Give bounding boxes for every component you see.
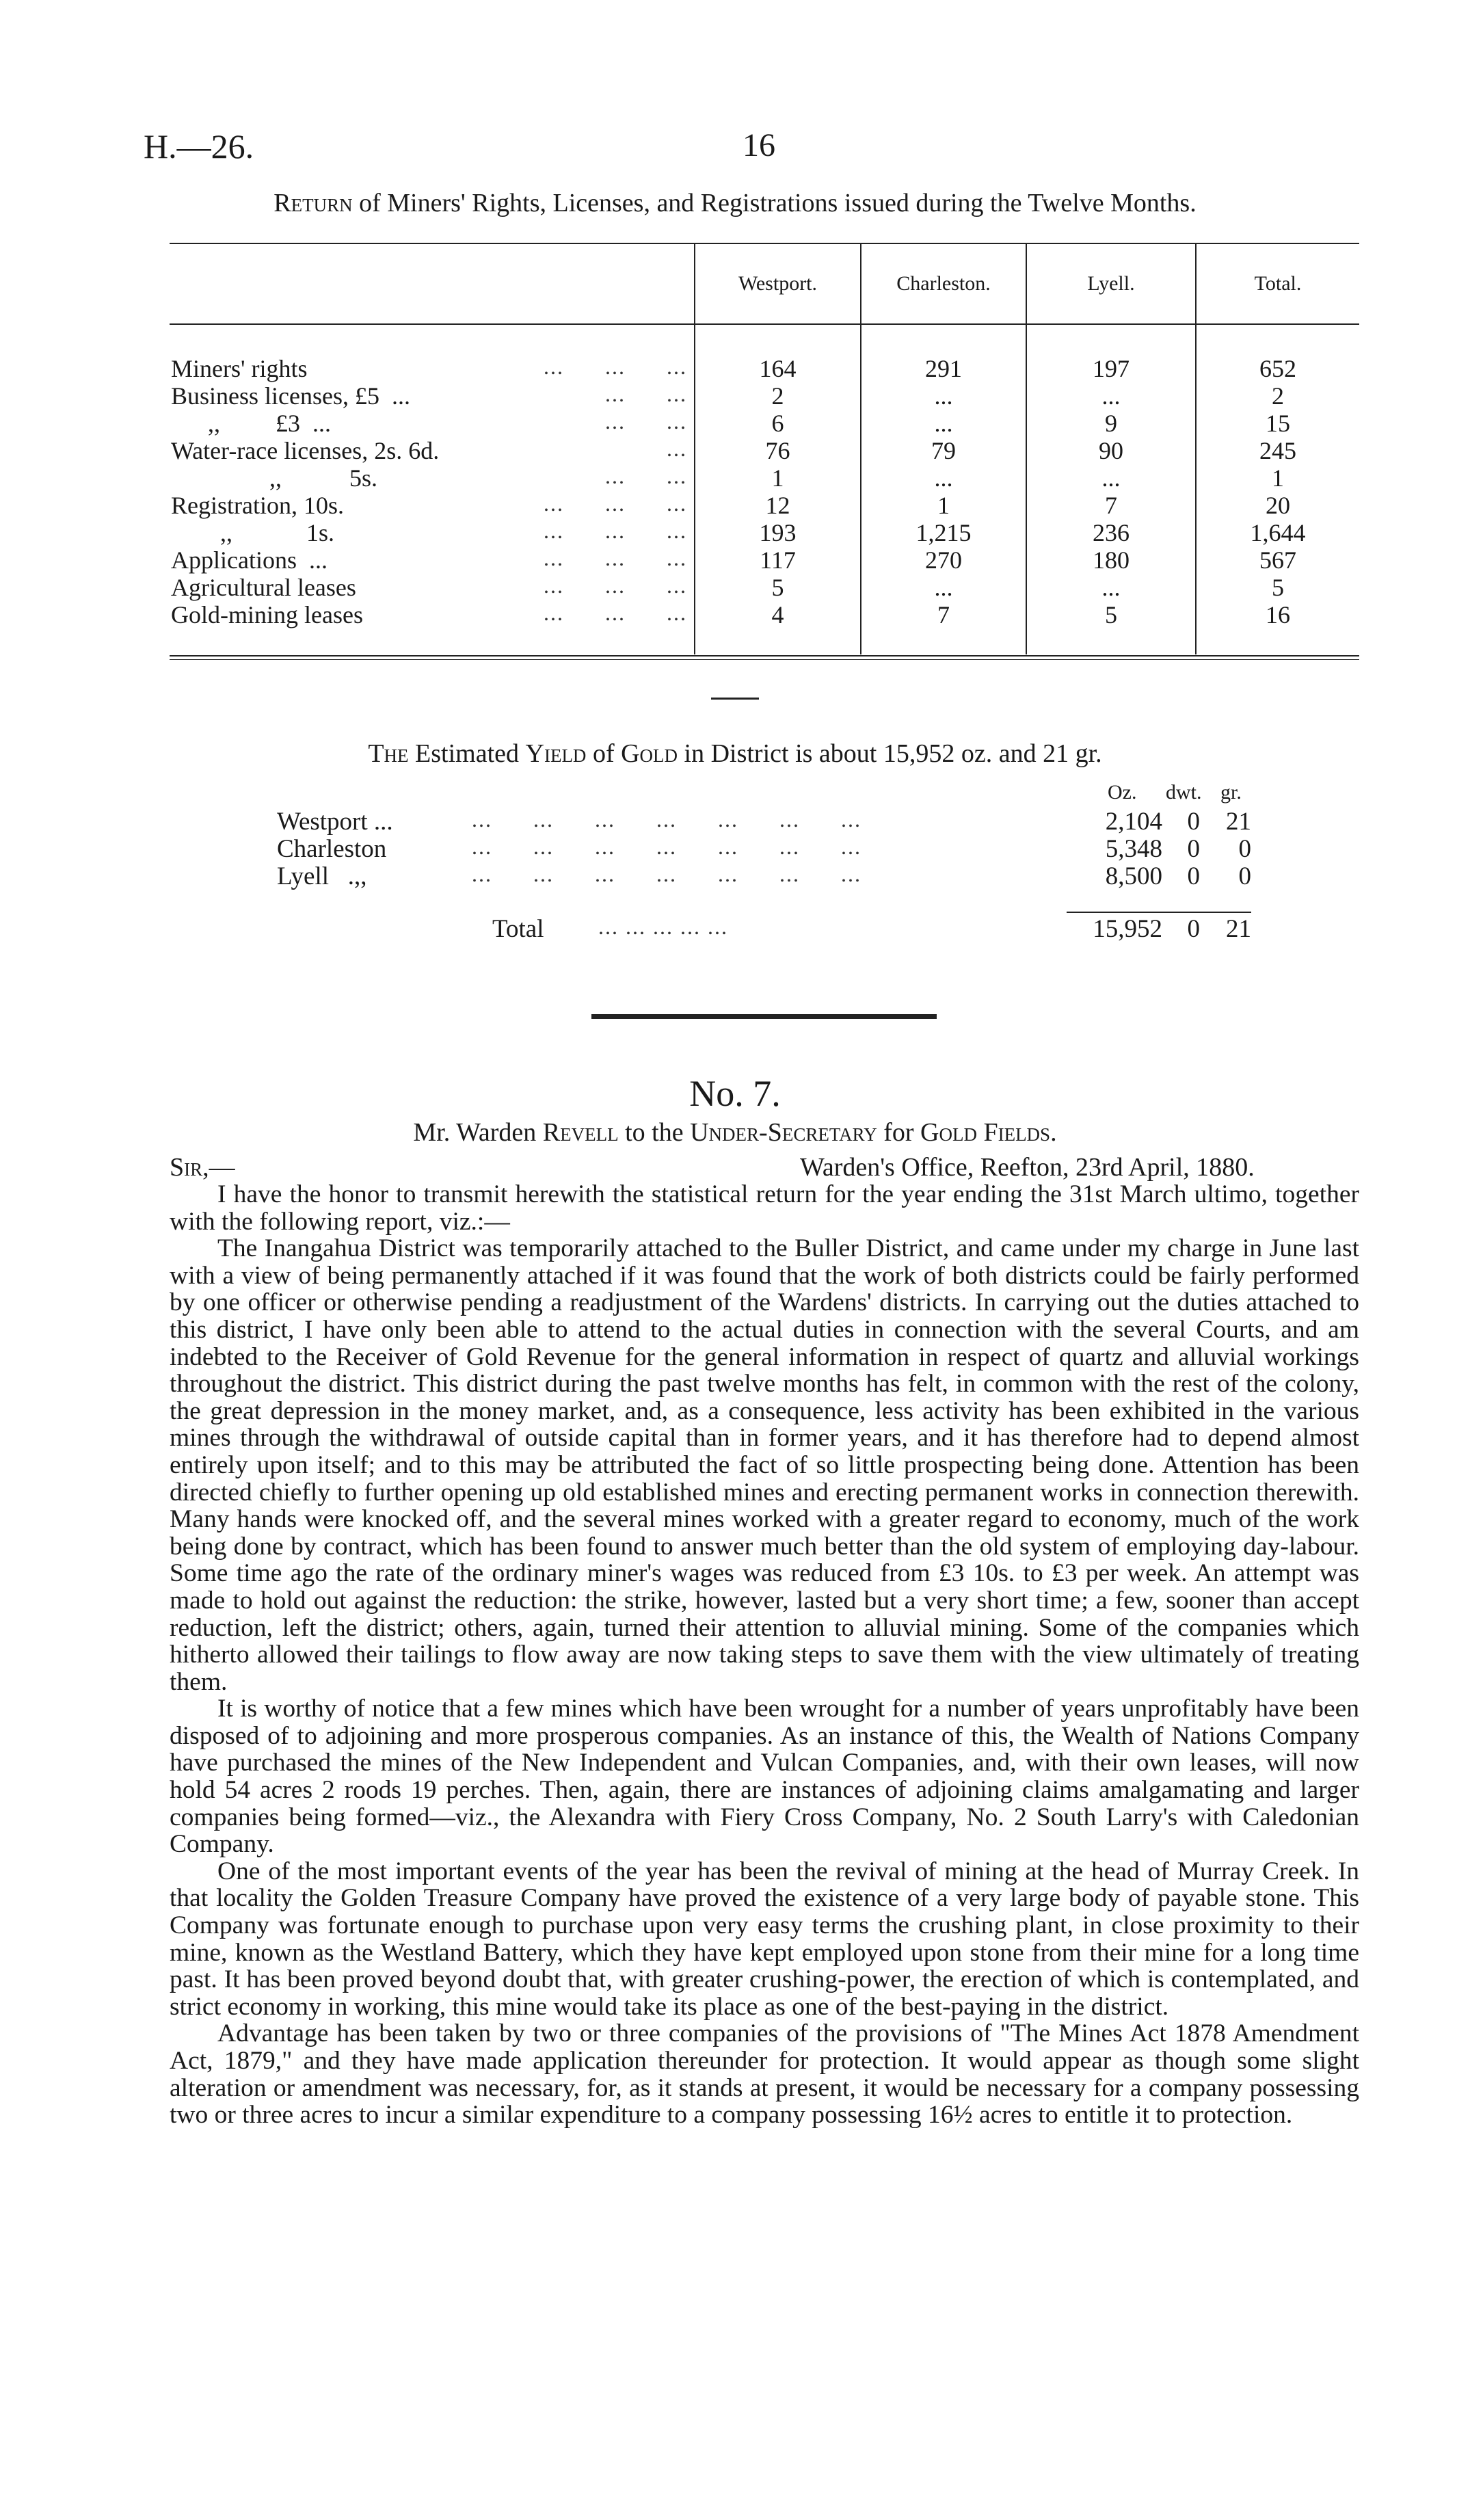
paragraph: The Inangahua District was temporarily attached to the Buller District, and came under my charge in June last with a view of being permanently attached if it was found that the work of both districts could be fairly performed by one officer or otherwise pending a readjustment of the Wardens' districts. In carrying out the duties attached to this district, I have only been able to attend to the actual duties in connection with the several Courts, and am indebted to the Receiver of Gold Revenue for the general information in respect of quartz and alluvial workings throughout the district. This district during the past twelve months has felt, in common with the rest of the colony, the great depression in the money market, and, as a consequence, less activity has been exhibited in the various mines through the withdrawal of outside capital than in former years, and it has therefore had to depend almost entirely upon itself; and to this may be attributed the fact of so little prospecting being done. Attention has been directed chiefly to further opening up old established mines and erecting permanent works in connection therewith. Many hands were knocked off, and the several mines worked with a greater regard to economy, much of the work being done by contract, which has been found to answer much better than the old system of employing day-labour. Some time ago the rate of the ordinary miner's wages was reduced from £3 10s. to £3 per week. An attempt was made to hold out against the reduction: the strike, however, lasted but a very short time; a few, sooner than accept reduction, left the district; others, again, turned their attention to alluvial mining. Some of the companies which hitherto allowed their tailings to flow away are now taking steps to save them with the view ultimately of treating them.: [170, 1234, 1359, 1696]
section-divider-short: [711, 698, 759, 700]
table-cell: 79: [931, 437, 956, 464]
returns-title-lead: Return: [273, 189, 353, 217]
table-header-rule: [170, 323, 1359, 325]
yield-title-part: Yield: [525, 739, 587, 768]
table-cell: ...: [934, 464, 953, 492]
paragraph: It is worthy of notice that a few mines which have been wrought for a number of years unprofitably have been disposed of to adjoining and more prosperous companies. As an instance of this, the Wealth of Nations Company have purchased the mines of the New Independent and Vulcan Companies, and, with their own leases, will now hold 54 acres 2 roods 19 perches. Then, again, there are instances of adjoining claims amalgamating and larger companies being formed—viz., the Alexandra with Fiery Cross Company, No. 2 South Larry's with Caledonian Company.: [170, 1695, 1359, 1859]
subtitle-part: for: [877, 1118, 921, 1147]
table-cell: 6: [771, 410, 784, 437]
table-cell: 7: [937, 601, 950, 628]
leader-dots: ... ...: [605, 464, 687, 488]
subtitle-part: Revell: [542, 1118, 619, 1147]
table-cell: ...: [934, 410, 953, 437]
letter-subtitle: [0, 1117, 1470, 1148]
letter-body: [170, 1181, 1359, 2129]
yield-gr: 0: [1238, 862, 1251, 890]
table-cell: 1: [771, 464, 784, 492]
table-cell: 236: [1093, 519, 1130, 546]
subtitle-part: Mr. Warden: [413, 1118, 543, 1147]
yield-oz: 5,348: [1105, 835, 1162, 863]
yield-oz: 8,500: [1105, 862, 1162, 890]
table-cell: 193: [759, 519, 797, 546]
table-cell: ...: [934, 574, 953, 601]
table-cell: 90: [1099, 437, 1123, 464]
table-cell: 2: [1272, 382, 1284, 410]
table-row-label: Business licenses, £5 ...: [171, 382, 410, 410]
yield-dwt: 0: [1187, 862, 1200, 890]
paragraph: I have the honor to transmit herewith the statistical return for the year ending the 31st March ultimo, together with the following report, viz.:—: [170, 1180, 1359, 1236]
letter-number: No. 7.: [689, 1073, 781, 1114]
yield-gr: 0: [1238, 835, 1251, 863]
column-header-westport: Westport.: [738, 272, 818, 295]
table-cell: 76: [765, 437, 790, 464]
table-cell: ...: [934, 382, 953, 410]
table-cell: ...: [1101, 574, 1121, 601]
table-row-label: Water-race licenses, 2s. 6d.: [171, 437, 440, 464]
table-cell: 180: [1093, 546, 1130, 574]
table-row-label: Registration, 10s.: [171, 492, 344, 519]
table-cell: 245: [1259, 437, 1296, 464]
table-cell: 197: [1093, 355, 1130, 382]
leader-dots: ... ... ...: [544, 518, 687, 543]
yield-total-dwt: 0: [1187, 915, 1200, 943]
table-cell: 1,644: [1250, 519, 1306, 546]
column-header-charleston: Charleston.: [896, 272, 991, 295]
dateline: Warden's Office, Reefton, 23rd April, 1880.: [800, 1153, 1255, 1182]
yield-row-label: Westport ...: [277, 808, 393, 836]
table-cell: 652: [1259, 355, 1296, 382]
table-row-label: ,, 5s.: [171, 464, 378, 492]
yield-gr: 21: [1226, 808, 1251, 836]
yield-title-part: Gold: [621, 739, 678, 768]
yield-title: [0, 739, 1470, 769]
leader-dots: ... ... ...: [544, 546, 687, 570]
table-cell: ...: [1101, 382, 1121, 410]
leader-dots: ... ... ... ... ... ... ...: [472, 807, 861, 832]
table-row-label: Agricultural leases: [171, 574, 356, 601]
table-cell: 9: [1105, 410, 1117, 437]
leader-dots: ... ... ... ... ... ... ...: [472, 862, 861, 886]
leader-dots: ... ... ... ... ... ... ...: [472, 834, 861, 859]
table-row-label: Gold-mining leases: [171, 601, 363, 628]
table-cell: 164: [759, 355, 797, 382]
table-row-label: ,, £3 ...: [171, 410, 331, 437]
table-cell: 5: [1272, 574, 1284, 601]
table-cell: 20: [1266, 492, 1290, 519]
yield-row-label: Lyell .,,: [277, 862, 367, 890]
table-cell: 15: [1266, 410, 1290, 437]
yield-title-part: Estimated: [408, 739, 526, 768]
yield-total-gr: 21: [1226, 915, 1251, 943]
yield-dwt: 0: [1187, 835, 1200, 863]
page-number: 16: [743, 127, 775, 163]
table-cell: 567: [1259, 546, 1296, 574]
returns-table-title: [0, 188, 1470, 218]
table-cell: 4: [771, 601, 784, 628]
leader-dots: ... ... ...: [544, 491, 687, 516]
yield-title-part: of: [586, 739, 622, 768]
subtitle-part: .: [1050, 1118, 1057, 1147]
leader-dots: ... ... ...: [544, 573, 687, 598]
returns-title-rest: of Miners' Rights, Licenses, and Registrations issued during the Twelve Months.: [352, 189, 1197, 217]
table-cell: 117: [760, 546, 796, 574]
yield-total-label: Total: [492, 915, 544, 943]
yield-oz: 2,104: [1105, 808, 1162, 836]
yield-total-oz: 15,952: [1093, 915, 1162, 943]
table-bottom-rule-2: [170, 659, 1359, 660]
table-cell: 16: [1266, 601, 1290, 628]
total-rule: [1067, 912, 1251, 913]
table-cell: 7: [1105, 492, 1117, 519]
leader-dots: ... ... ...: [544, 354, 687, 379]
table-row-label: Applications ...: [171, 546, 328, 574]
table-cell: 5: [1105, 601, 1117, 628]
unit-oz: Oz.: [1108, 781, 1137, 804]
leader-dots: ... ...: [605, 409, 687, 434]
table-cell: 270: [925, 546, 962, 574]
column-header-total: Total.: [1254, 272, 1302, 295]
leader-dots: ... ... ...: [544, 600, 687, 625]
section-divider-thick: [591, 1014, 937, 1019]
yield-dwt: 0: [1187, 808, 1200, 836]
table-bottom-rule: [170, 655, 1359, 656]
table-cell: 1: [1272, 464, 1284, 492]
leader-dots: ... ...: [605, 382, 687, 406]
table-row-label: Miners' rights: [171, 355, 308, 382]
subtitle-part: to the: [618, 1118, 691, 1147]
table-cell: ...: [1101, 464, 1121, 492]
table-cell: 1: [937, 492, 950, 519]
table-cell: 1,215: [916, 519, 972, 546]
document-reference: H.—26.: [144, 127, 254, 165]
yield-row-label: Charleston: [277, 835, 387, 863]
yield-total-dots: ... ... ... ... ...: [598, 914, 728, 939]
yield-title-part: The: [368, 739, 409, 768]
salutation: Sir,—: [170, 1153, 235, 1182]
unit-dwt: dwt.: [1166, 781, 1202, 804]
paragraph: One of the most important events of the year has been the revival of mining at the head of Murray Creek. In that locality the Golden Treasure Company have proved the existence of a very large body of payable stone. This Company was fortunate enough to purchase upon very easy terms the crushing plant, in close proximity to their mine, known as the Westland Battery, which they have kept employed upon stone from their mine for a long time past. It has been proved beyond doubt that, with greater crushing-power, the erection of which is contemplated, and strict economy in working, this mine would take its place as one of the best-paying in the district.: [170, 1857, 1359, 2021]
paragraph: Advantage has been taken by two or three companies of the provisions of "The Mines Act 1878 Amendment Act, 1879," and they have made application thereunder for protection. It would appear as though some slight alteration or amendment was necessary, for, as it stands at present, it would be necessary for a company possessing two or three acres to incur a similar expenditure to a company possessing 16½ acres to entitle it to protection.: [170, 2019, 1359, 2130]
subtitle-part: Under-Secretary: [690, 1118, 877, 1147]
yield-title-part: in District is about 15,952 oz. and 21 gr.: [678, 739, 1102, 768]
table-cell: 5: [771, 574, 784, 601]
leader-dots: ...: [667, 436, 687, 461]
unit-gr: gr.: [1220, 781, 1242, 804]
table-cell: 291: [925, 355, 962, 382]
table-cell: 12: [765, 492, 790, 519]
table-cell: 2: [771, 382, 784, 410]
table-row-label: ,, 1s.: [171, 519, 335, 546]
column-header-lyell: Lyell.: [1087, 272, 1135, 295]
subtitle-part: Gold Fields: [920, 1118, 1051, 1147]
table-top-rule: [170, 243, 1359, 244]
